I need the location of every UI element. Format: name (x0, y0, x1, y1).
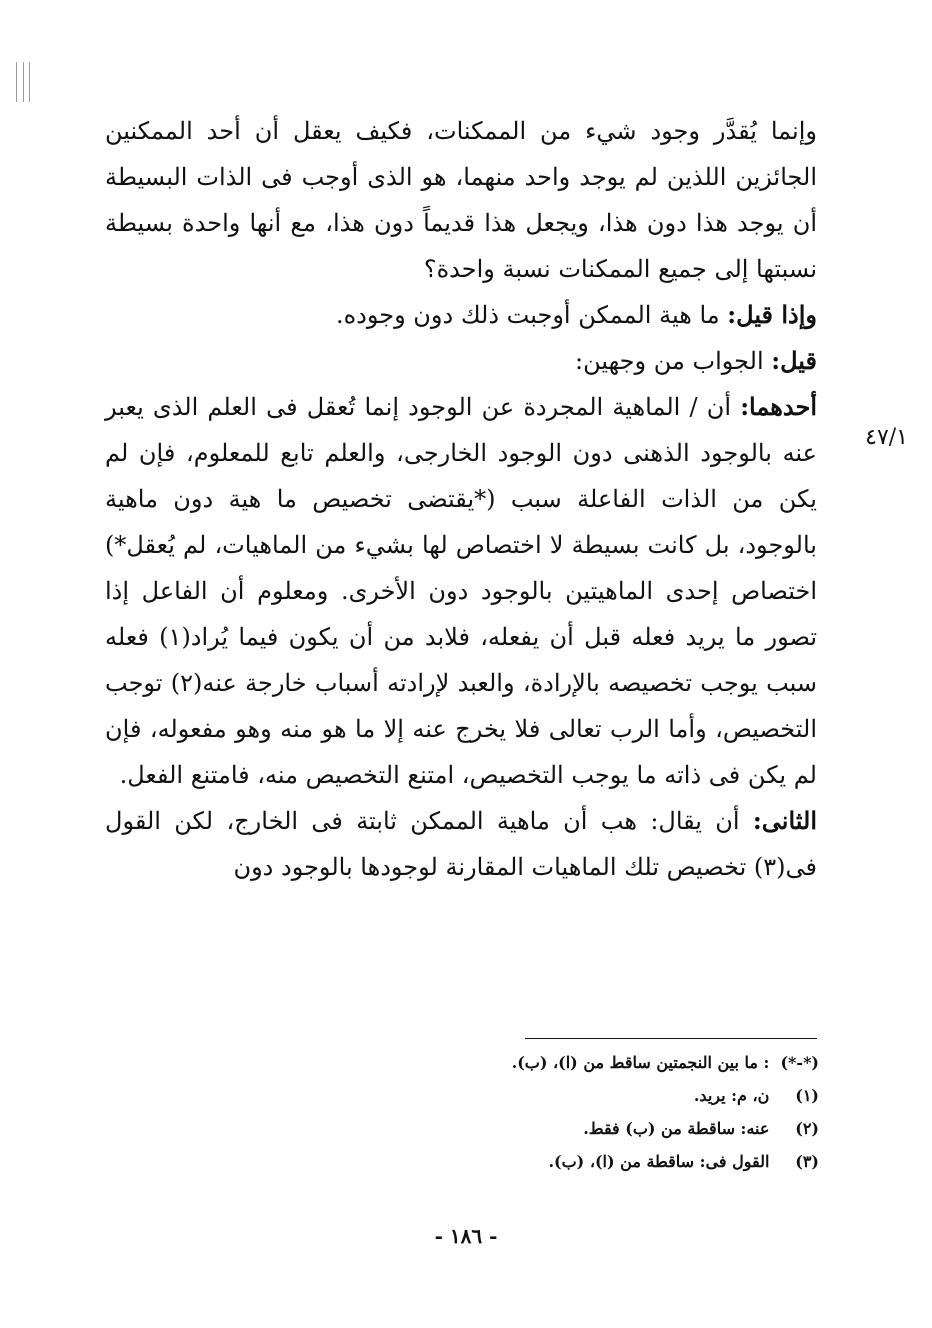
footnote-text: عنه: ساقطة من (ب) فقط. (583, 1119, 770, 1138)
footnote-text: : ما بين النجمتين ساقط من (ا)، (ب). (511, 1053, 770, 1072)
paragraph-2 (105, 292, 817, 338)
footnote-text: القول فى: ساقطة من (ا)، (ب). (548, 1152, 770, 1171)
margin-reference: ٤٧/١ (865, 425, 908, 450)
footnote-text: ن، م: يريد. (693, 1086, 770, 1105)
paragraph-text: ما هية الممكن أوجبت ذلك دون وجوده. (335, 301, 728, 329)
paragraph-text: أن / الماهية المجردة عن الوجود إنما تُعقل فى العلم الذى يعبر عنه بالوجود الذهنى دون الوجود الخارجى، والعلم تابع للمعلوم، فإن لم يكن من الذات الفاعلة سبب (*يقتضى تخصيص ما هية دون ماهية بالوجود، بل كانت بسيطة لا اختصاص لها بشيء من الماهيات، لم يُعقل*) اختصاص إحدى الماهيتين بالوجود دون الأخرى. ومعلوم أن الفاعل إذا تصور ما يريد فعله قبل أن يفعله، فلابد من أن يكون فيما يُراد(١) فعله سبب يوجب تخصيصه بالإرادة، والعبد لإرادته أسباب خارجة عنه(٢) توجب التخصيص، وأما الرب تعالى فلا يخرج عنه إلا ما هو منه وهو مفعوله، فإن لم يكن فى ذاته ما يوجب التخصيص، امتنع التخصيص منه، فامتنع الفعل. (105, 393, 818, 789)
lead-phrase: الثانى: (752, 806, 817, 835)
footnote-number: (١) (795, 1086, 819, 1105)
footnote-separator (525, 1038, 817, 1039)
scan-edge-mark (14, 62, 32, 102)
footnotes (219, 1046, 819, 1178)
footnote-number: (٣) (795, 1152, 819, 1171)
footnote-item (219, 1046, 819, 1079)
main-text (105, 108, 817, 890)
lead-phrase: وإذا قيل: (727, 300, 817, 329)
footnote-number: (*-*) (780, 1053, 819, 1072)
paragraph-text: أن يقال: هب أن ماهية الممكن ثابتة فى الخارج، لكن القول فى(٣) تخصيص تلك الماهيات المقارنة لوجودها بالوجود دون (105, 807, 817, 881)
footnote-item (219, 1145, 819, 1178)
footnote-item (219, 1112, 819, 1145)
paragraph-1: وإنما يُقدَّر وجود شيء من الممكنات، فكيف يعقل أن أحد الممكنين الجائزين اللذين لم يوجد واحد منهما، هو الذى أوجب فى الذات البسيطة أن يوجد هذا دون هذا، ويجعل هذا قديماً دون هذا، مع أنها واحدة بسيطة نسبتها إلى جميع الممكنات نسبة واحدة؟ (105, 117, 818, 283)
paragraph-5 (105, 798, 817, 890)
lead-phrase: أحدهما: (740, 392, 817, 421)
footnote-item (219, 1079, 819, 1112)
page-number: - ١٨٦ - (434, 1224, 498, 1248)
paragraph-4 (105, 384, 817, 798)
paragraph-text: الجواب من وجهين: (575, 347, 772, 375)
lead-phrase: قيل: (771, 346, 817, 375)
footnote-number: (٢) (795, 1119, 819, 1138)
paragraph-3 (105, 338, 817, 384)
